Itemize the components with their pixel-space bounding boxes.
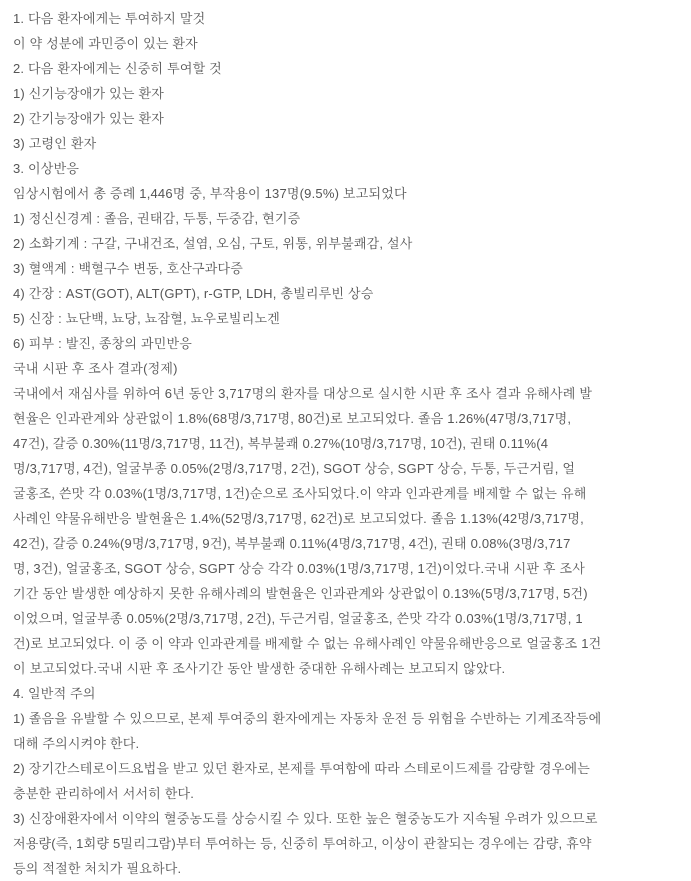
text-line: 42건), 갈증 0.24%(9명/3,717명, 9건), 복부불쾌 0.11%(4명/3,717명, 4건), 권태 0.08%(3명/3,717 [13,536,571,551]
text-line: 대해 주의시켜야 한다. [13,736,140,751]
text-line: 1) 정신신경계 : 졸음, 권태감, 두통, 두중감, 현기증 [13,211,301,226]
text-line: 2) 소화기계 : 구갈, 구내건조, 설염, 오심, 구토, 위통, 위부불쾌감, 설사 [13,236,413,251]
text-line: 1. 다음 환자에게는 투여하지 말것 [13,11,206,26]
text-line: 3. 이상반응 [13,161,80,176]
text-line: 임상시험에서 총 증례 1,446명 중, 부작용이 137명(9.5%) 보고되었다 [13,186,407,201]
text-line: 3) 혈액계 : 백혈구수 변동, 호산구과다증 [13,261,244,276]
text-line: 3) 고령인 환자 [13,136,97,151]
text-line: 건)로 보고되었다. 이 중 이 약과 인과관계를 배제할 수 없는 유해사례인 약물유해반응으로 얼굴홍조 1건 [13,636,602,651]
text-line: 현율은 인과관계와 상관없이 1.8%(68명/3,717명, 80건)로 보고되었다. 졸음 1.26%(47명/3,717명, [13,411,572,426]
text-line: 충분한 관리하에서 서서히 한다. [13,786,195,801]
text-line: 1) 신기능장애가 있는 환자 [13,86,164,101]
text-line: 2) 간기능장애가 있는 환자 [13,111,164,126]
text-line: 47건), 갈증 0.30%(11명/3,717명, 11건), 복부불쾌 0.27%(10명/3,717명, 10건), 권태 0.11%(4 [13,436,549,451]
text-line: 이었으며, 얼굴부종 0.05%(2명/3,717명, 2건), 두근거림, 얼굴홍조, 쓴맛 각각 0.03%(1명/3,717명, 1 [13,611,583,626]
text-line: 명, 3건), 얼굴홍조, SGOT 상승, SGPT 상승 각각 0.03%(1명/3,717명, 1건)이었다.국내 시판 후 조사 [13,561,586,576]
text-line: 기간 동안 발생한 예상하지 못한 유해사례의 발현율은 인과관계와 상관없이 0.13%(5명/3,717명, 5건) [13,586,588,601]
text-line: 저용량(즉, 1회량 5밀리그람)부터 투여하는 등, 신중히 투여하고, 이상이 관찰되는 경우에는 감량, 휴약 [13,836,592,851]
text-line: 국내에서 재심사를 위하여 6년 동안 3,717명의 환자를 대상으로 실시한 시판 후 조사 결과 유해사례 발 [13,386,593,401]
text-line: 이 약 성분에 과민증이 있는 환자 [13,36,198,51]
text-line: 1) 졸음을 유발할 수 있으므로, 본제 투여중의 환자에게는 자동차 운전 등 위험을 수반하는 기계조작등에 [13,711,602,726]
text-line: 5) 신장 : 뇨단백, 뇨당, 뇨잠혈, 뇨우로빌리노겐 [13,311,280,326]
text-line: 등의 적절한 처치가 필요하다. [13,861,182,876]
text-line: 사례인 약물유해반응 발현율은 1.4%(52명/3,717명, 62건)로 보고되었다. 졸음 1.13%(42명/3,717명, [13,511,584,526]
text-line: 2. 다음 환자에게는 신중히 투여할 것 [13,61,222,76]
text-line: 2) 장기간스테로이드요법을 받고 있던 환자로, 본제를 투여함에 따라 스테로이드제를 감량할 경우에는 [13,761,590,776]
text-line: 3) 신장애환자에서 이약의 혈중농도를 상승시킬 수 있다. 또한 높은 혈중농도가 지속될 우려가 있으므로 [13,811,598,826]
text-line: 굴홍조, 쓴맛 각 0.03%(1명/3,717명, 1건)순으로 조사되었다.이 약과 인과관계를 배제할 수 없는 유해 [13,486,587,501]
text-line: 국내 시판 후 조사 결과(정제) [13,361,178,376]
text-line: 6) 피부 : 발진, 종창의 과민반응 [13,336,192,351]
text-line: 명/3,717명, 4건), 얼굴부종 0.05%(2명/3,717명, 2건), SGOT 상승, SGPT 상승, 두통, 두근거림, 얼 [13,461,576,476]
text-line: 4) 간장 : AST(GOT), ALT(GPT), r-GTP, LDH, 총빌리루빈 상승 [13,286,374,301]
text-line: 4. 일반적 주의 [13,686,96,701]
text-line: 이 보고되었다.국내 시판 후 조사기간 동안 발생한 중대한 유해사례는 보고되지 않았다. [13,661,506,676]
